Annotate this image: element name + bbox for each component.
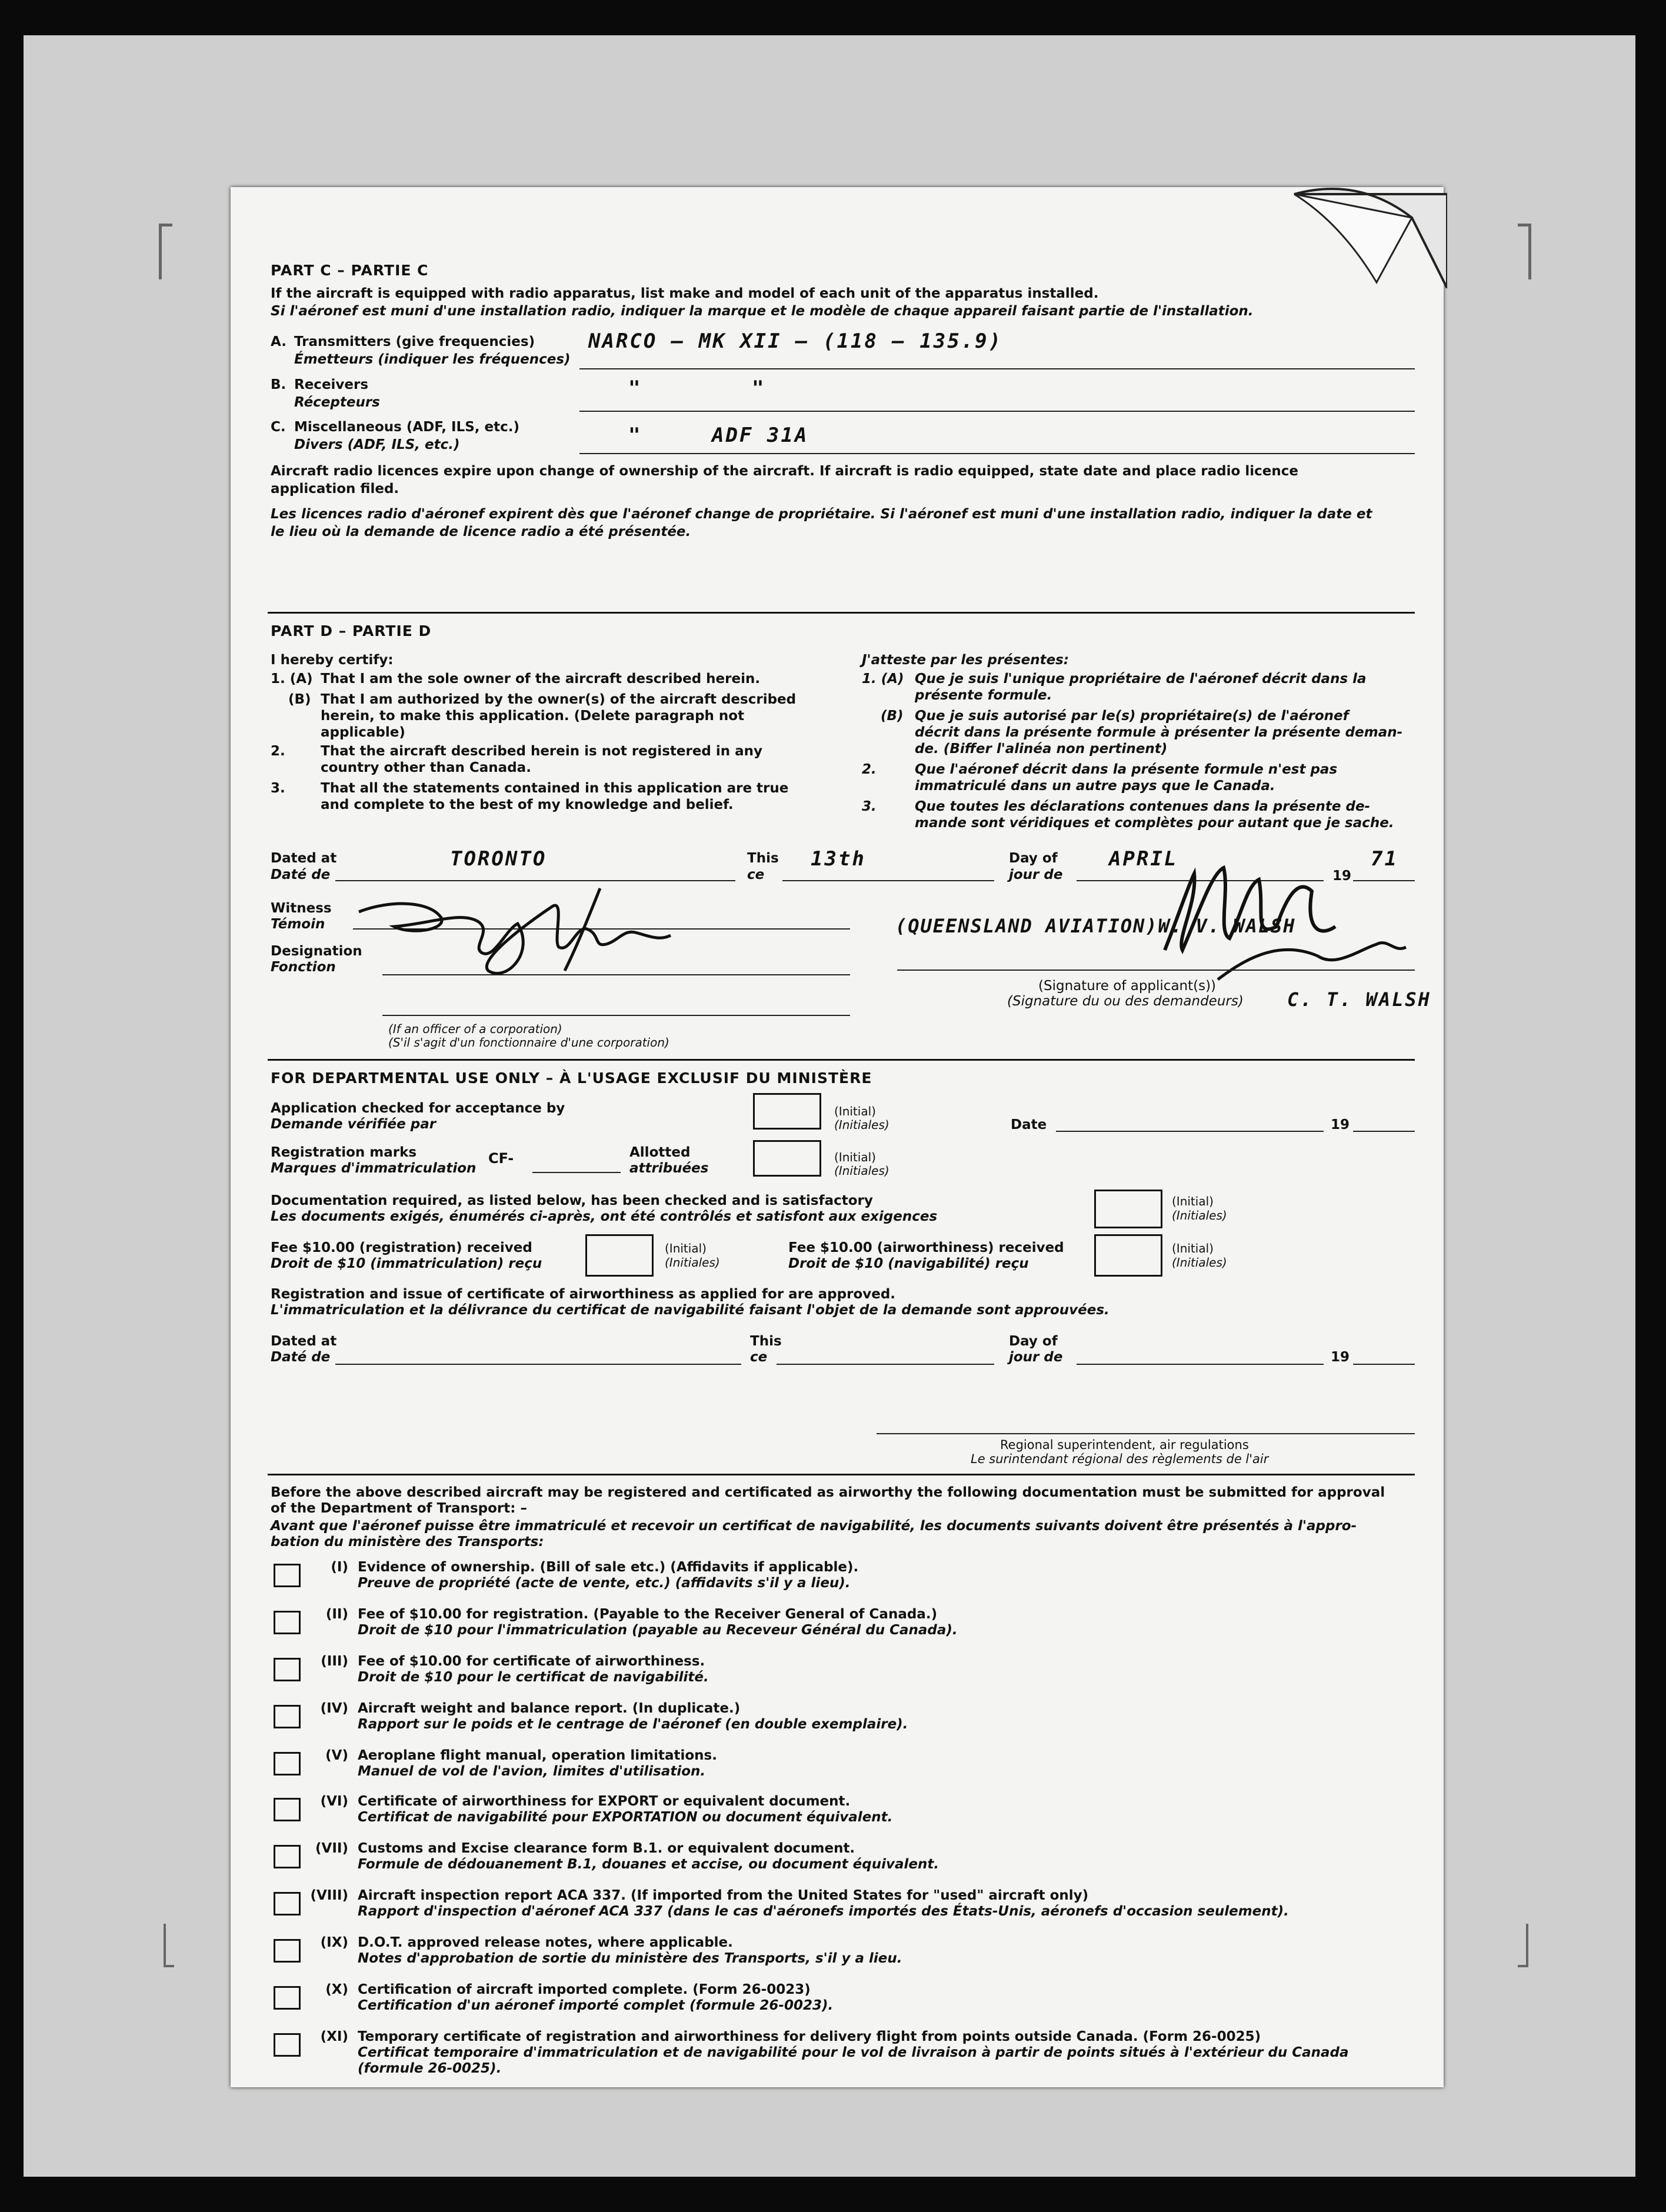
dept-heading: FOR DEPARTMENTAL USE ONLY – À L'USAGE EXCLUSIF DU MINISTÈRE xyxy=(271,1070,872,1087)
officer-note-en: (If an officer of a corporation) xyxy=(388,1022,562,1036)
fee-air-initial-fr: (Initiales) xyxy=(1172,1255,1227,1270)
cert-fr-2-1: Que l'aéronef décrit dans la présente formule n'est pas xyxy=(915,762,1338,777)
corner-bracket-tl xyxy=(159,224,172,279)
receivers-label-en: Receivers xyxy=(294,377,369,392)
cert-fr-1b-3: de. (Biffer l'alinéa non pertinent) xyxy=(915,741,1168,757)
dated-at-value: TORONTO xyxy=(450,847,547,871)
dept-dated-at-line xyxy=(335,1364,741,1365)
doc-item-fr: Rapport sur le poids et le centrage de l'aéronef (en double exemplaire). xyxy=(358,1717,908,1732)
certify-en: I hereby certify: xyxy=(271,652,394,668)
cert-fr-1a-2: présente formule. xyxy=(915,688,1052,703)
dept-divider xyxy=(268,1059,1415,1061)
cert-fr-1b-1: Que je suis autorisé par le(s) propriétaire(s) de l'aéronef xyxy=(915,708,1349,724)
doc-item-en: Aircraft weight and balance report. (In duplicate.) xyxy=(358,1701,741,1716)
cert-en-1b-3: applicable) xyxy=(321,725,405,740)
dept-date-line xyxy=(1056,1131,1324,1132)
doc-item-number: (VI) xyxy=(320,1794,348,1809)
misc-label-en: Miscellaneous (ADF, ILS, etc.) xyxy=(294,419,519,435)
reg-marks-line xyxy=(532,1172,621,1173)
cert-fr-1b-num: (B) xyxy=(881,708,904,724)
cert-en-1a: That I am the sole owner of the aircraft described herein. xyxy=(321,671,761,687)
regional-signature-line xyxy=(877,1433,1415,1434)
reg-initial-box[interactable] xyxy=(753,1140,821,1177)
dept-year-prefix-2: 19 xyxy=(1331,1350,1350,1365)
dept-day-of-en: Day of xyxy=(1009,1334,1058,1349)
doc-item-fr: Rapport d'inspection d'aéronef ACA 337 (dans le cas d'aéronefs importés des États-Unis, aéronefs d'occasion seulement). xyxy=(358,1904,1289,1919)
item-b-letter: B. xyxy=(271,377,286,392)
regional-label-fr: Le surintendant régional des règlements de l'air xyxy=(971,1452,1269,1466)
approved-label-fr: L'immatriculation et la délivrance du certificat de navigabilité faisant l'objet de la demande sont approuvées. xyxy=(271,1302,1109,1318)
cert-en-1a-num: 1. (A) xyxy=(271,671,313,687)
doc-item-number: (II) xyxy=(325,1607,348,1622)
this-label-fr: ce xyxy=(747,867,765,882)
doc-item-number: (X) xyxy=(325,1982,348,1997)
doc-item-number: (IX) xyxy=(320,1935,348,1950)
doc-item-en: Temporary certificate of registration and airworthiness for delivery flight from points outside Canada. (Form 26-0025) xyxy=(358,2029,1261,2044)
cert-en-2-num: 2. xyxy=(271,744,285,759)
cert-fr-2-num: 2. xyxy=(862,762,877,777)
doc-item-en: D.O.T. approved release notes, where applicable. xyxy=(358,1935,733,1950)
fee-air-label-fr: Droit de $10 (navigabilité) reçu xyxy=(788,1256,1029,1271)
receivers-ditto-2: " xyxy=(752,377,766,400)
this-value: 13th xyxy=(811,847,866,871)
cert-en-1b-num: (B) xyxy=(288,692,311,707)
doc-item-en: Aeroplane flight manual, operation limitations. xyxy=(358,1748,717,1763)
doc-item-number: (V) xyxy=(325,1748,348,1763)
doc-req-initial-en: (Initial) xyxy=(1172,1194,1214,1208)
doc-item-en: Customs and Excise clearance form B.1. or equivalent document. xyxy=(358,1841,855,1856)
this-line xyxy=(782,880,994,881)
doc-req-label-en: Documentation required, as listed below, has been checked and is satisfactory xyxy=(271,1193,873,1208)
fee-reg-initial-fr: (Initiales) xyxy=(665,1255,720,1270)
year-prefix: 19 xyxy=(1332,868,1352,884)
misc-ditto: " xyxy=(628,424,642,447)
doc-checkbox[interactable] xyxy=(274,1752,301,1775)
doc-item-number: (IV) xyxy=(320,1701,348,1716)
doc-item-number: (III) xyxy=(321,1654,348,1669)
dept-this-en: This xyxy=(750,1334,782,1349)
doc-req-initial-fr: (Initiales) xyxy=(1172,1208,1227,1222)
applicant-typed-name: (QUEENSLAND AVIATION)W. V. WALSH xyxy=(895,915,1296,937)
doc-item-fr: Formule de dédouanement B.1, douanes et accise, ou document équivalent. xyxy=(358,1857,939,1872)
designation-label-en: Designation xyxy=(271,944,362,959)
doc-item-fr-cont: (formule 26-0025). xyxy=(358,2061,502,2076)
radio-note-fr-2: le lieu où la demande de licence radio a été présentée. xyxy=(271,524,691,539)
doc-item-fr: Droit de $10 pour l'immatriculation (payable au Receveur Général du Canada). xyxy=(358,1623,958,1638)
doc-item-fr: Notes d'approbation de sortie du ministère des Transports, s'il y a lieu. xyxy=(358,1951,902,1966)
checked-by-label-en: Application checked for acceptance by xyxy=(271,1101,565,1116)
item-c-letter: C. xyxy=(271,419,286,435)
fee-reg-label-fr: Droit de $10 (immatriculation) reçu xyxy=(271,1256,542,1271)
dept-day-of-fr: jour de xyxy=(1009,1350,1063,1365)
doc-item-en: Evidence of ownership. (Bill of sale etc.) (Affidavits if applicable). xyxy=(358,1560,859,1575)
fee-reg-initial-en: (Initial) xyxy=(665,1241,707,1255)
day-of-value: APRIL xyxy=(1109,847,1178,871)
fee-air-label-en: Fee $10.00 (airworthiness) received xyxy=(788,1240,1064,1255)
doc-item-fr: Preuve de propriété (acte de vente, etc.) (affidavits s'il y a lieu). xyxy=(358,1575,851,1591)
radio-note-fr-1: Les licences radio d'aéronef expirent dès que l'aéronef change de propriétaire. Si l'aéronef est muni d'une installation radio, indiquer la date et xyxy=(271,507,1372,522)
cert-en-1b-1: That I am authorized by the owner(s) of the aircraft described xyxy=(321,692,797,707)
dept-dated-at-fr: Daté de xyxy=(271,1350,331,1365)
regional-label-en: Regional superintendent, air regulations xyxy=(1000,1438,1249,1452)
misc-value: ADF 31A xyxy=(712,424,809,447)
doc-checkbox[interactable] xyxy=(274,1939,301,1963)
witness-label-en: Witness xyxy=(271,901,332,916)
radio-note-en-2: application filed. xyxy=(271,481,399,497)
cert-fr-3-num: 3. xyxy=(862,799,877,814)
cert-en-2-1: That the aircraft described herein is not registered in any xyxy=(321,744,763,759)
transmitters-line xyxy=(579,368,1415,369)
cert-en-3-num: 3. xyxy=(271,781,285,796)
doc-checkbox[interactable] xyxy=(274,1892,301,1915)
docs-intro-en-1: Before the above described aircraft may be registered and certificated as airworthy the following documentation must be submitted for approval xyxy=(271,1485,1385,1500)
doc-item-fr: Droit de $10 pour le certificat de navigabilité. xyxy=(358,1670,709,1685)
cert-fr-1a-num: 1. (A) xyxy=(862,671,904,687)
doc-item-en: Certification of aircraft imported complete. (Form 26-0023) xyxy=(358,1982,811,1997)
item-a-letter: A. xyxy=(271,334,286,349)
cert-fr-1a-1: Que je suis l'unique propriétaire de l'aéronef décrit dans la xyxy=(915,671,1367,687)
doc-item-fr: Manuel de vol de l'avion, limites d'utilisation. xyxy=(358,1764,706,1779)
doc-checkbox[interactable] xyxy=(274,1658,301,1681)
part-c-heading: PART C – PARTIE C xyxy=(271,262,429,279)
allotted-label-fr: attribuées xyxy=(629,1161,709,1176)
docs-intro-en-2: of the Department of Transport: – xyxy=(271,1501,527,1516)
doc-item-en: Fee of $10.00 for registration. (Payable to the Receiver General of Canada.) xyxy=(358,1607,938,1622)
checked-initial-box[interactable] xyxy=(753,1093,821,1130)
transmitters-value: NARCO – MK XII – (118 – 135.9) xyxy=(588,329,1003,353)
applicant-signature-line xyxy=(897,970,1415,971)
dept-date-label: Date xyxy=(1011,1117,1047,1132)
year-value: 71 xyxy=(1371,847,1398,871)
day-of-label-en: Day of xyxy=(1009,851,1058,866)
doc-checkbox[interactable] xyxy=(274,1611,301,1634)
cert-fr-3-2: mande sont véridiques et complètes pour autant que je sache. xyxy=(915,815,1394,831)
reg-initial-en: (Initial) xyxy=(834,1150,876,1164)
fee-air-initial-en: (Initial) xyxy=(1172,1241,1214,1255)
doc-checkbox[interactable] xyxy=(274,2033,301,2057)
checked-initial-fr: (Initiales) xyxy=(834,1118,889,1132)
doc-req-label-fr: Les documents exigés, énumérés ci-après, ont été contrôlés et satisfont aux exigences xyxy=(271,1209,938,1224)
doc-item-number: (VIII) xyxy=(310,1888,348,1903)
corner-bracket-bl xyxy=(164,1924,174,1967)
doc-checkbox[interactable] xyxy=(274,1845,301,1868)
transmitters-label-en: Transmitters (give frequencies) xyxy=(294,334,535,349)
radio-note-en-1: Aircraft radio licences expire upon change of ownership of the aircraft. If aircraft is radio equipped, state date and place radio licence xyxy=(271,464,1298,479)
dept-dated-at-en: Dated at xyxy=(271,1334,337,1349)
officer-note-fr: (S'il s'agit d'un fonctionnaire d'une corporation) xyxy=(388,1035,669,1050)
receivers-ditto-1: " xyxy=(628,377,642,400)
fee-reg-initial-box[interactable] xyxy=(585,1234,654,1277)
cert-en-2-2: country other than Canada. xyxy=(321,760,531,775)
misc-label-fr: Divers (ADF, ILS, etc.) xyxy=(294,437,460,452)
signature-label-en: (Signature of applicant(s)) xyxy=(1038,978,1217,994)
cert-fr-1b-2: décrit dans la présente formule à présenter la présente deman- xyxy=(915,725,1403,740)
doc-item-number: (VII) xyxy=(315,1841,348,1856)
doc-checkbox[interactable] xyxy=(274,1986,301,2010)
reg-marks-label-en: Registration marks xyxy=(271,1145,417,1160)
dept-this-fr: ce xyxy=(750,1350,768,1365)
doc-item-en: Certificate of airworthiness for EXPORT or equivalent document. xyxy=(358,1794,851,1809)
witness-label-fr: Témoin xyxy=(271,917,325,932)
day-of-label-fr: jour de xyxy=(1009,867,1063,882)
doc-checkbox[interactable] xyxy=(274,1705,301,1728)
officer-line xyxy=(382,1015,850,1016)
cf-prefix: CF- xyxy=(488,1150,514,1167)
cert-fr-3-1: Que toutes les déclarations contenues dans la présente de- xyxy=(915,799,1371,814)
part-c-instruction-en: If the aircraft is equipped with radio apparatus, list make and model of each unit of the apparatus installed. xyxy=(271,286,1099,301)
reg-marks-label-fr: Marques d'immatriculation xyxy=(271,1161,477,1176)
witness-signature xyxy=(341,865,753,982)
transmitters-label-fr: Émetteurs (indiquer les fréquences) xyxy=(294,352,571,367)
corner-bracket-tr xyxy=(1518,224,1531,279)
cert-en-3-2: and complete to the best of my knowledge and belief. xyxy=(321,797,734,812)
this-label-en: This xyxy=(747,851,779,866)
receivers-label-fr: Récepteurs xyxy=(294,395,380,410)
part-d-heading: PART D – PARTIE D xyxy=(271,622,432,639)
doc-item-number: (I) xyxy=(331,1560,348,1575)
docs-divider xyxy=(268,1474,1415,1475)
doc-item-en: Fee of $10.00 for certificate of airworthiness. xyxy=(358,1654,705,1669)
dated-at-label-en: Dated at xyxy=(271,851,337,866)
cert-en-3-1: That all the statements contained in this application are true xyxy=(321,781,789,796)
cert-fr-2-2: immatriculé dans un autre pays que le Canada. xyxy=(915,778,1275,794)
docs-intro-fr-1: Avant que l'aéronef puisse être immatriculé et recevoir un certificat de navigabilité, les documents suivants doivent être présentés à l'appro- xyxy=(271,1518,1357,1534)
designation-line xyxy=(382,974,850,975)
doc-req-initial-box[interactable] xyxy=(1094,1190,1162,1228)
dept-this-line xyxy=(777,1364,994,1365)
corner-bracket-br xyxy=(1518,1924,1528,1967)
part-c-instruction-fr: Si l'aéronef est muni d'une installation radio, indiquer la marque et le modèle de chaque appareil faisant partie de l'installation. xyxy=(271,304,1254,319)
approved-label-en: Registration and issue of certificate of airworthiness as applied for are approved. xyxy=(271,1287,896,1302)
dept-year-prefix: 19 xyxy=(1331,1117,1350,1132)
applicant-typed-name-2: C. T. WALSH xyxy=(1287,988,1431,1011)
docs-intro-fr-2: bation du ministère des Transports: xyxy=(271,1534,544,1550)
certify-fr: J'atteste par les présentes: xyxy=(862,652,1069,668)
doc-item-number: (XI) xyxy=(320,2029,348,2044)
dept-year-line-2 xyxy=(1353,1364,1415,1365)
dept-year-line xyxy=(1353,1131,1415,1132)
checked-initial-en: (Initial) xyxy=(834,1104,876,1118)
doc-item-fr: Certification d'un aéronef importé complet (formule 26-0023). xyxy=(358,1998,834,2013)
part-d-divider xyxy=(268,612,1415,614)
checked-by-label-fr: Demande vérifiée par xyxy=(271,1117,437,1132)
doc-checkbox[interactable] xyxy=(274,1564,301,1587)
misc-line xyxy=(579,453,1415,454)
designation-label-fr: Fonction xyxy=(271,960,336,975)
folded-corner xyxy=(1271,171,1447,288)
receivers-line xyxy=(579,411,1415,412)
dept-day-of-line xyxy=(1077,1364,1324,1365)
reg-initial-fr: (Initiales) xyxy=(834,1164,889,1178)
fee-reg-label-en: Fee $10.00 (registration) received xyxy=(271,1240,532,1255)
signature-label-fr: (Signature du ou des demandeurs) xyxy=(1007,994,1244,1009)
doc-item-fr: Certificat temporaire d'immatriculation et de navigabilité pour le vol de livraison à partir de points situés à l'extérieur du Canada xyxy=(358,2045,1349,2060)
allotted-label-en: Allotted xyxy=(629,1145,691,1160)
fee-air-initial-box[interactable] xyxy=(1094,1234,1162,1277)
cert-en-1b-2: herein, to make this application. (Delete paragraph not xyxy=(321,708,745,724)
dated-at-label-fr: Daté de xyxy=(271,867,331,882)
doc-item-fr: Certificat de navigabilité pour EXPORTATION ou document équivalent. xyxy=(358,1810,893,1825)
doc-item-en: Aircraft inspection report ACA 337. (If imported from the United States for "used" aircraft only) xyxy=(358,1888,1089,1903)
doc-checkbox[interactable] xyxy=(274,1798,301,1821)
